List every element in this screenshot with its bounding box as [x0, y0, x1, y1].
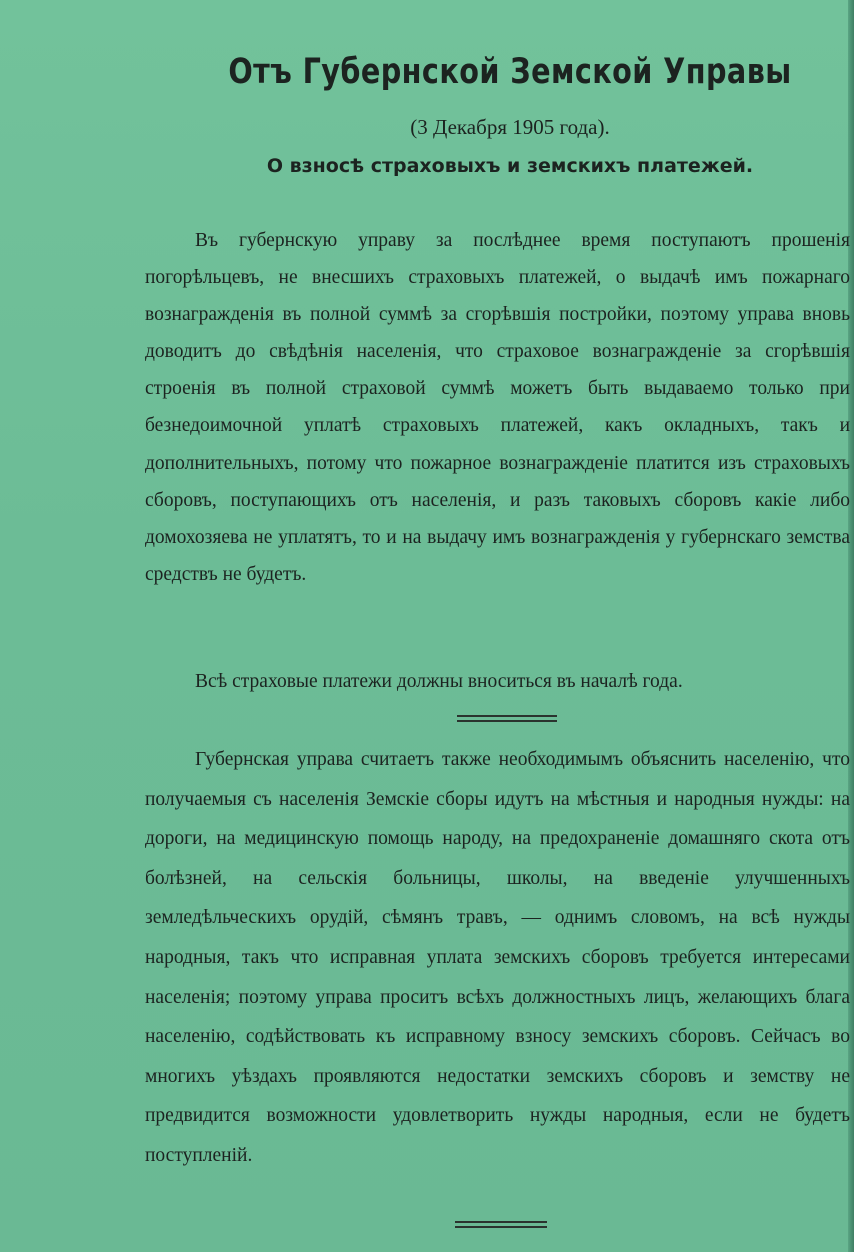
document-subtitle: О взносѣ страховыхъ и земскихъ платежей. [266, 155, 754, 177]
end-divider [455, 1221, 547, 1228]
paragraph-insurance-payments: Въ губернскую управу за послѣднее время поступаютъ прошенія погорѣльцевъ, не внесшихъ страховыхъ платежей, о выдачѣ имъ пожарнаго вознагражденія въ полной суммѣ за сгорѣвшія постройки, поэтому управа вновь доводитъ до свѣдѣнія населенія, что страховое вознагражденіе за сгорѣвшія строенія въ полной страховой суммѣ можетъ быть выдаваемо только при безнедоимочной уплатѣ страховыхъ платежей, какъ окладныхъ, такъ и дополнительныхъ, потому что пожарное вознагражденіе платится изъ страховыхъ сборовъ, поступающихъ отъ населенія, и разъ таковыхъ сборовъ какіе либо домохозяева не уплатятъ, то и на выдачу имъ вознагражденія у губернскаго земства средствъ не будетъ. [145, 230, 850, 585]
paragraph-payment-timing: Всѣ страховые платежи должны вноситься въ началѣ года. [195, 671, 683, 692]
document-title: Отъ Губернской Земской Управы [228, 52, 792, 92]
paragraph-zemstvo-fees: Губернская управа считаетъ также необходимымъ объяснить населенію, что получаемыя съ населенія Земскіе сборы идутъ на мѣстныя и народныя нужды: на дороги, на медицинскую помощь народу, на предохраненіе домашняго скота отъ болѣзней, на сельскія больницы, школы, на введеніе улучшенныхъ земледѣльческихъ орудій, сѣмянъ травъ, — однимъ словомъ, на всѣ нужды народныя, такъ что исправная уплата земскихъ сборовъ требуется интересами населенія; поэтому управа проситъ всѣхъ должностныхъ лицъ, желающихъ блага населенію, содѣйствовать къ исправному взносу земскихъ сборовъ. Сейчасъ во многихъ уѣздахъ проявляются недостатки земскихъ сборовъ и земству не предвидится возможности удовлетворить нужды народныя, если не будетъ поступленій. [145, 749, 850, 1166]
section-divider [457, 715, 557, 722]
document-date: (3 Декабря 1905 года). [410, 115, 610, 139]
